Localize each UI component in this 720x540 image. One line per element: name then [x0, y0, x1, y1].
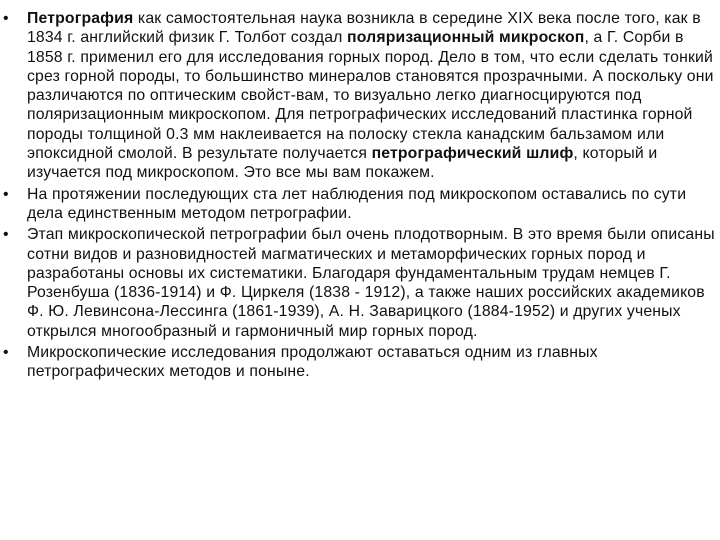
bullet-text	[27, 225, 715, 341]
text-segment: Этап микроскопической петрографии был очень плодотворным. В это время были описаны сотни видов и разновидностей магматических и метаморфических горных пород и разработаны основы их систематики. Благодаря фундаментальным трудам немцев Г. Розенбуша (1836-1914) и Ф. Циркеля (1838 - 1912), а также наших российских академиков Ф. Ю. Левинсона-Лессинга (1861-1939), А. Н. Заварицкого (1884-1952) и других ученых открылся многообразный и гармоничный мир горных пород.	[27, 226, 715, 340]
text-segment: как самостоятельная наука возникла в середине XIX века после того, как в 1834 г. английский физик Г. Толбот создал	[27, 10, 701, 47]
bullet-item	[0, 185, 715, 224]
bullet-item	[0, 225, 715, 341]
bullet-item	[0, 343, 715, 382]
bullet-marker: •	[3, 10, 9, 27]
bullet-text	[27, 185, 715, 224]
text-segment: , а Г. Сорби в 1858 г. применил его для исследования горных пород. Дело в том, что если сделать тонкий срез горной породы, то большинство минералов становятся прозрачными. А поскольку они различаются по оптическим свойст-вам, то визуально легко диагносцируются под поляризационным микроскопом. Для петрографических исследований пластинка горной породы толщиной 0.3 мм наклеивается на полоску стекла канадским бальзамом или эпоксидной смолой. В результате получается	[27, 29, 714, 163]
bullet-marker: •	[3, 185, 9, 203]
bullet-marker: •	[3, 344, 9, 362]
bold-term: петрографический шлиф	[371, 145, 574, 163]
bold-term: Петрография	[27, 10, 134, 27]
bold-term: поляризационный микроскоп	[347, 29, 585, 47]
bullet-item	[0, 9, 715, 183]
bullet-list	[0, 9, 715, 384]
text-segment: Микроскопические исследования продолжают оставаться одним из главных петрографических методов и поныне.	[27, 344, 598, 381]
bullet-text	[27, 9, 715, 183]
bullet-marker: •	[3, 226, 9, 244]
bullet-text	[27, 343, 715, 382]
text-segment: На протяжении последующих ста лет наблюдения под микроскопом оставались по сути дела единственным методом петрографии.	[27, 185, 687, 222]
text-segment: , который и изучается под микроскопом. Это все мы вам покажем.	[27, 145, 658, 182]
